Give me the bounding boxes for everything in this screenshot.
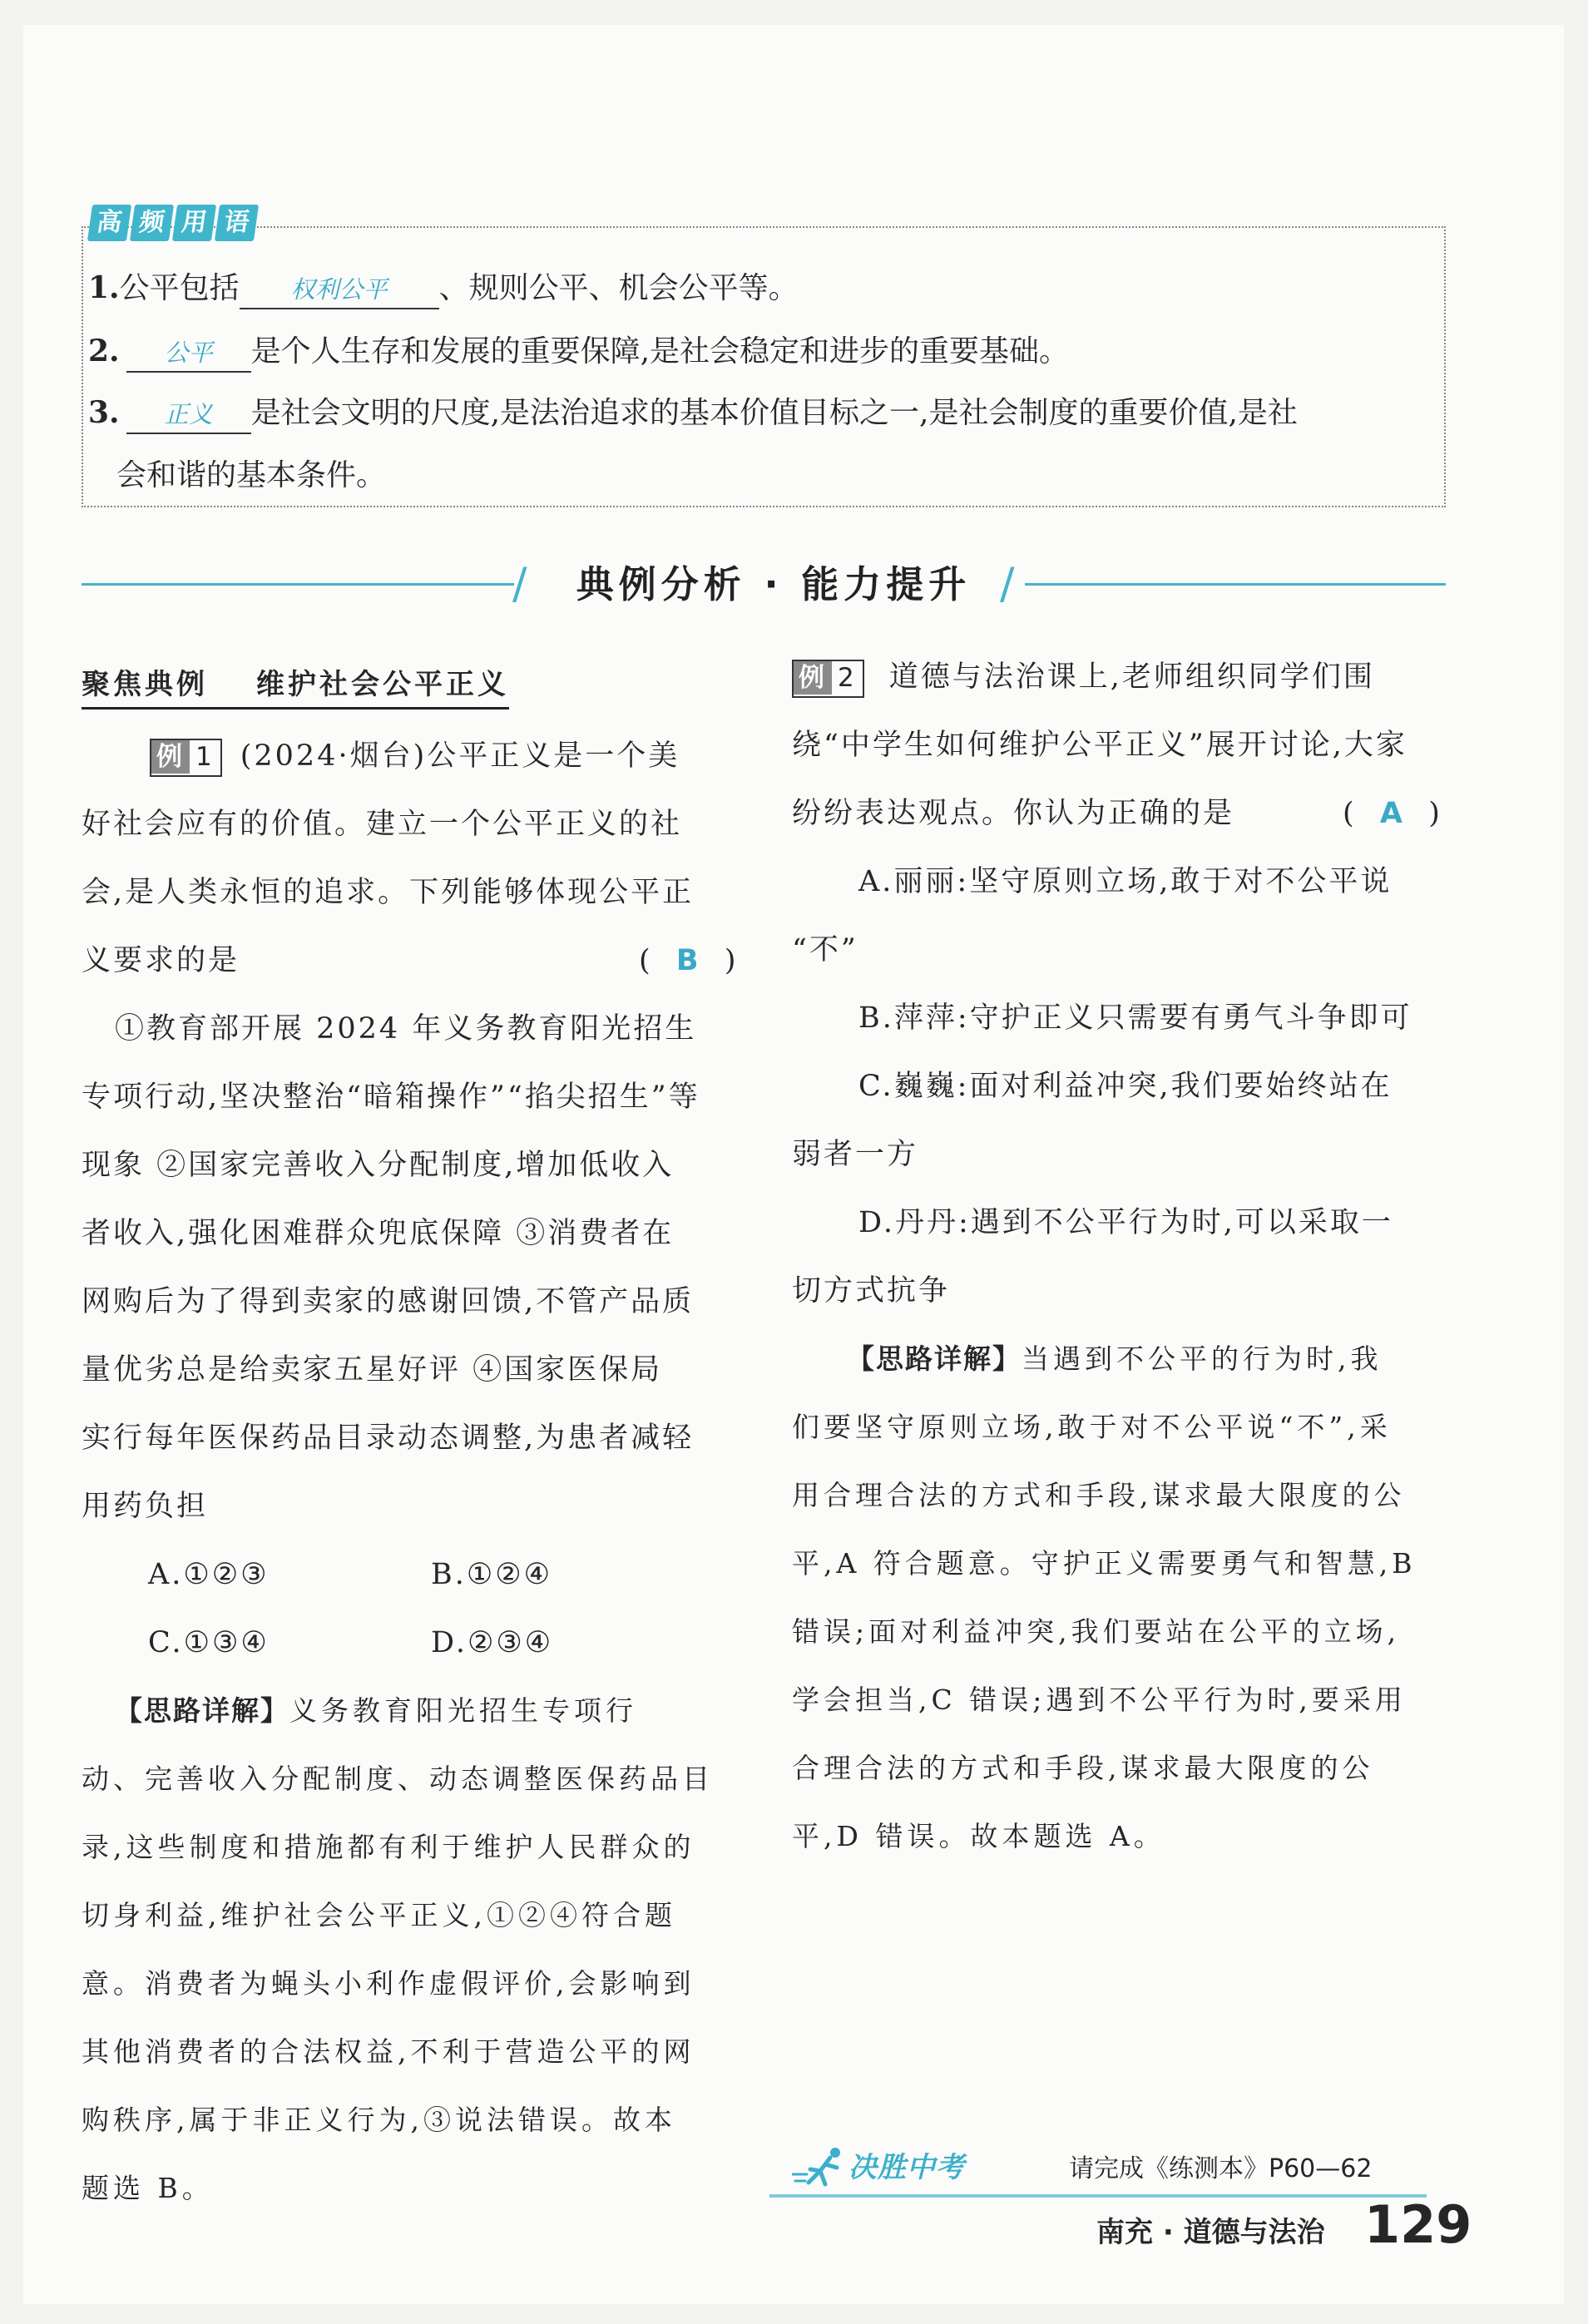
- analysis-line: 平,D 错误。故本题选 A。: [792, 1820, 1165, 1852]
- analysis-line: 【思路详解】义务教育阳光招生专项行: [115, 1694, 637, 1727]
- fill-blank-answer: 权利公平: [240, 271, 439, 309]
- analysis-line: 录,这些制度和措施都有利于维护人民群众的: [82, 1831, 695, 1863]
- option-line: A.丽丽:坚守原则立场,敢于对不公平说: [858, 865, 1393, 898]
- analysis-line: 题选 B。: [82, 2172, 214, 2204]
- answer-bracket: ( A ): [1343, 797, 1442, 830]
- section-title: 典例分析 · 能力提升: [576, 562, 972, 606]
- analysis-line: 意。消费者为蝇头小利作虚假评价,会影响到: [82, 1967, 695, 2000]
- high-frequency-tag: [90, 205, 256, 241]
- example-tag: 例 2: [792, 660, 864, 698]
- statement-line: 者收入,强化困难群众兜底保障 ③消费者在: [82, 1217, 675, 1250]
- analysis-line: 购秩序,属于非正义行为,③说法错误。故本: [82, 2104, 676, 2136]
- analysis-line: 【思路详解】当遇到不公平的行为时,我: [847, 1342, 1383, 1375]
- statement-line: 现象 ②国家完善收入分配制度,增加低收入: [82, 1149, 675, 1182]
- tag-char: 语: [215, 205, 259, 241]
- section-rule-left: [82, 583, 514, 586]
- option-line: “不”: [792, 933, 858, 967]
- analysis-line: 切身利益,维护社会公平正义,①②④符合题: [82, 1899, 676, 1931]
- hf-line-3-cont: 会和谐的基本条件。: [116, 458, 387, 492]
- example-1-line: 会,是人类永恒的追求。下列能够体现公平正: [82, 876, 695, 909]
- option-a: A.①②③: [148, 1558, 270, 1591]
- fill-blank-answer: 正义: [126, 396, 251, 434]
- tag-char: 高: [87, 205, 131, 241]
- analysis-line: 学会担当,C 错误;遇到不公平行为时,要采用: [792, 1684, 1407, 1716]
- item-text: 公平包括: [119, 271, 240, 305]
- answer: A: [1379, 797, 1405, 830]
- hf-line-2: [88, 328, 1069, 375]
- focus-label: 聚焦典例: [82, 668, 208, 701]
- brand-logo-text: 决胜中考: [848, 2151, 965, 2184]
- statement-line: 实行每年医保药品目录动态调整,为患者减轻: [82, 1422, 695, 1455]
- slash-decoration: /: [512, 559, 527, 609]
- example-1-line: 例 1 (2024·烟台)公平正义是一个美: [150, 722, 680, 790]
- focus-heading: [82, 661, 509, 710]
- statement-line: 专项行动,坚决整治“暗箱操作”“掐尖招生”等: [82, 1080, 700, 1114]
- item-text: 、规则公平、机会公平等。: [438, 271, 799, 305]
- practice-note: 请完成《练测本》P60—62: [1069, 2154, 1373, 2183]
- example-2-line: 绕“中学生如何维护公平正义”展开讨论,大家: [792, 729, 1407, 762]
- focus-topic: 维护社会公平正义: [256, 668, 509, 701]
- option-line: C.巍巍:面对利益冲突,我们要始终站在: [858, 1070, 1393, 1103]
- option-line: 弱者一方: [792, 1138, 919, 1171]
- item-number: 2.: [88, 334, 120, 368]
- analysis-line: 合理合法的方式和手段,谋求最大限度的公: [792, 1752, 1374, 1784]
- item-text: 是个人生存和发展的重要保障,是社会稳定和进步的重要基础。: [250, 334, 1070, 368]
- statement-line: 网购后为了得到卖家的感谢回馈,不管产品质: [82, 1285, 695, 1318]
- analysis-label: 【思路详解】: [115, 1694, 289, 1727]
- option-line: B.萍萍:守护正义只需要有勇气斗争即可: [858, 1001, 1412, 1035]
- example-2-line: 例 2 道德与法治课上,老师组织同学们围: [792, 643, 1375, 711]
- example-1-line: 好社会应有的价值。建立一个公平正义的社: [82, 808, 683, 841]
- analysis-line: 动、完善收入分配制度、动态调整医保药品目: [82, 1763, 714, 1795]
- analysis-line: 错误;面对利益冲突,我们要站在公平的立场,: [792, 1615, 1401, 1648]
- item-text: 是社会文明的尺度,是法治追求的基本价值目标之一,是社会制度的重要价值,是社: [250, 396, 1298, 430]
- footer-rule: [769, 2194, 1427, 2198]
- analysis-label: 【思路详解】: [847, 1342, 1022, 1375]
- fill-blank-answer: 公平: [126, 334, 251, 373]
- analysis-line: 用合理合法的方式和手段,谋求最大限度的公: [792, 1479, 1406, 1511]
- example-1-line: 义要求的是: [82, 944, 240, 977]
- tag-char: 频: [130, 205, 174, 241]
- page-number: 129: [1364, 2194, 1472, 2255]
- item-number: 1.: [88, 270, 120, 305]
- example-tag: 例 1: [150, 739, 222, 777]
- statement-line: 用药负担: [82, 1490, 209, 1523]
- section-rule-right: [1025, 583, 1446, 586]
- example-2-line: 纷纷表达观点。你认为正确的是: [792, 797, 1235, 830]
- analysis-line: 其他消费者的合法权益,不利于营造公平的网: [82, 2035, 695, 2068]
- course-name: 南充 · 道德与法治: [1096, 2216, 1325, 2249]
- answer: B: [675, 944, 701, 977]
- tag-char: 用: [172, 205, 216, 241]
- slash-decoration: /: [1000, 559, 1015, 609]
- analysis-line: 平,A 符合题意。守护正义需要勇气和智慧,B: [792, 1547, 1417, 1580]
- option-c: C.①③④: [148, 1626, 270, 1659]
- statement-line: 量优劣总是给卖家五星好评 ④国家医保局: [82, 1353, 663, 1387]
- answer-bracket: ( B ): [639, 944, 739, 977]
- statement-line: ①教育部开展 2024 年义务教育阳光招生: [115, 1012, 697, 1046]
- option-d: D.②③④: [431, 1626, 554, 1659]
- option-b: B.①②④: [431, 1558, 552, 1591]
- option-line: 切方式抗争: [792, 1274, 951, 1308]
- option-line: D.丹丹:遇到不公平行为时,可以采取一: [858, 1206, 1393, 1239]
- hf-line-1: [88, 265, 799, 312]
- analysis-line: 们要坚守原则立场,敢于对不公平说“不”,采: [792, 1411, 1392, 1443]
- item-number: 3.: [88, 395, 120, 430]
- hf-line-3: [88, 389, 1298, 437]
